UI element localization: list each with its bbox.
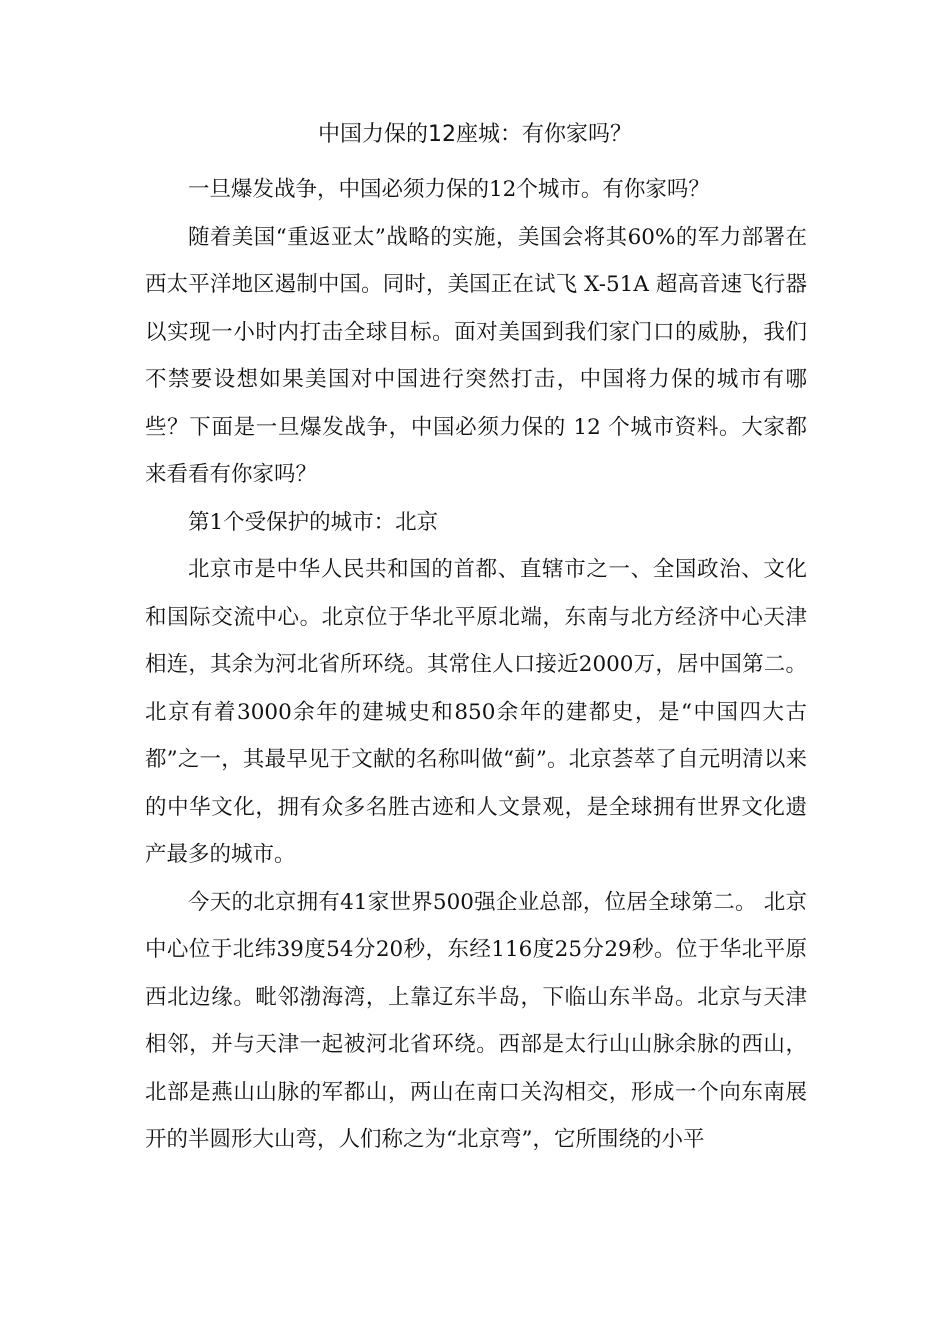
document-title: 中国力保的12座城：有你家吗？ (318, 122, 632, 147)
paragraph-background: 随着美国“重返亚太”战略的实施，美国会将其60%的军力部署在西太平洋地区遏制中国。同时，美国正在试飞 X-51A 超高音速飞行器以实现一小时内打击全球目标。面对美国到我们家门口的威胁，我们不禁要设想如果美国对中国进行突然打击，中国将力保的城市有哪些？下面是一旦爆发战争，中国必须力保的 12 个城市资料。大家都来看看有你家吗？ (145, 224, 807, 487)
paragraph-beijing-overview: 北京市是中华人民共和国的首都、直辖市之一、全国政治、文化和国际交流中心。北京位于华北平原北端，东南与北方经济中心天津相连，其余为河北省所环绕。其常住人口接近2000万，居中国第二。北京有着3000余年的建城史和850余年的建都史，是“中国四大古都”之一，其最早见于文献的名称叫做“蓟”。北京荟萃了自元明清以来的中华文化，拥有众多名胜古迹和人文景观，是全球拥有世界文化遗产最多的城市。 (145, 557, 807, 867)
paragraph-intro: 一旦爆发战争，中国必须力保的12个城市。有你家吗？ (188, 177, 710, 202)
document-body (145, 166, 807, 1164)
section-heading-beijing: 第1个受保护的城市：北京 (188, 509, 439, 535)
paragraph-beijing-geography: 今天的北京拥有41家世界500强企业总部，位居全球第二。 北京中心位于北纬39度54分20秒，东经116度25分29秒。位于华北平原西北边缘。毗邻渤海湾，上靠辽东半岛，下临山东半岛。北京与天津相邻，并与天津一起被河北省环绕。西部是太行山山脉余脉的西山，北部是燕山山脉的军都山，两山在南口关沟相交，形成一个向东南展开的半圆形大山弯，人们称之为“北京弯”，它所围绕的小平 (145, 889, 807, 1152)
